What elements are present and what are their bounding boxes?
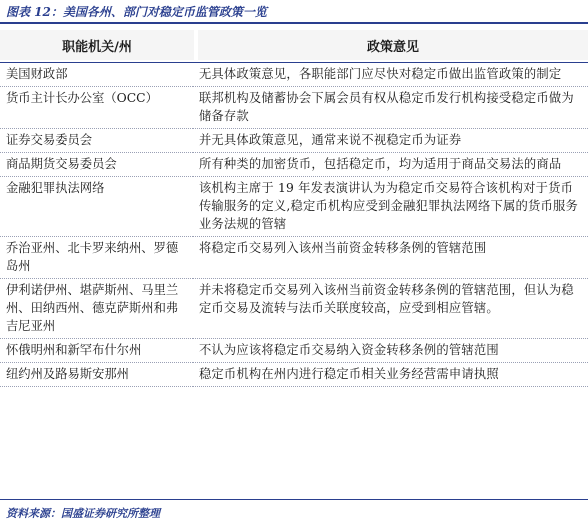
figure-title: 图表 12：美国各州、部门对稳定币监管政策一览 [6,5,267,19]
table-row [0,279,588,339]
agency-cell: 伊利诺伊州、堪萨斯州、马里兰州、田纳西州、德克萨斯州和弗吉尼亚州 [6,283,179,333]
table-row [0,237,588,279]
agency-cell: 怀俄明州和新罕布什尔州 [6,343,142,357]
header-policy: 政策意见 [198,30,588,60]
policy-cell: 联邦机构及储蓄协会下属会员有权从稳定币发行机构接受稳定币做为储备存款 [198,91,574,123]
policy-table [0,63,588,387]
table-row [0,339,588,363]
policy-cell: 无具体政策意见，各职能部门应尽快对稳定币做出监管政策的制定 [198,67,562,81]
table-row [0,363,588,387]
policy-table-body [0,63,588,387]
policy-cell: 所有种类的加密货币，包括稳定币，均为适用于商品交易法的商品 [198,157,562,171]
policy-cell: 并未将稳定币交易列入该州当前资金转移条例的管辖范围，但认为稳定币交易及流转与法币关联度较高，应受到相应管辖。 [198,283,574,315]
policy-cell: 并无具体政策意见，通常来说不视稳定币为证券 [198,133,462,147]
table-row [0,177,588,237]
agency-cell: 纽约州及路易斯安那州 [6,367,129,381]
agency-cell: 货币主计长办公室（OCC） [6,91,158,105]
policy-cell: 不认为应该将稳定币交易纳入资金转移条例的管辖范围 [198,343,499,357]
table-row [0,87,588,129]
agency-cell: 商品期货交易委员会 [6,157,117,171]
bottom-rule [0,499,588,500]
table-row [0,153,588,177]
table-row [0,129,588,153]
policy-cell: 稳定币机构在州内进行稳定币相关业务经营需申请执照 [198,367,499,381]
table-row [0,63,588,87]
source-note: 资料来源：国盛证券研究所整理 [6,507,160,520]
agency-cell: 金融犯罪执法网络 [6,181,105,195]
top-rule [0,22,588,24]
header-agency: 职能机关/州 [0,30,194,60]
agency-cell: 美国财政部 [6,67,68,81]
agency-cell: 证券交易委员会 [6,133,93,147]
policy-cell: 该机构主席于 19 年发表演讲认为为稳定币交易符合该机构对于货币传输服务的定义,稳定币机构应受到金融犯罪执法网络下属的货币服务业务法规的管辖 [198,181,578,231]
policy-cell: 将稳定币交易列入该州当前资金转移条例的管辖范围 [198,241,487,255]
agency-cell: 乔治亚州、北卡罗来纳州、罗德岛州 [6,241,179,273]
